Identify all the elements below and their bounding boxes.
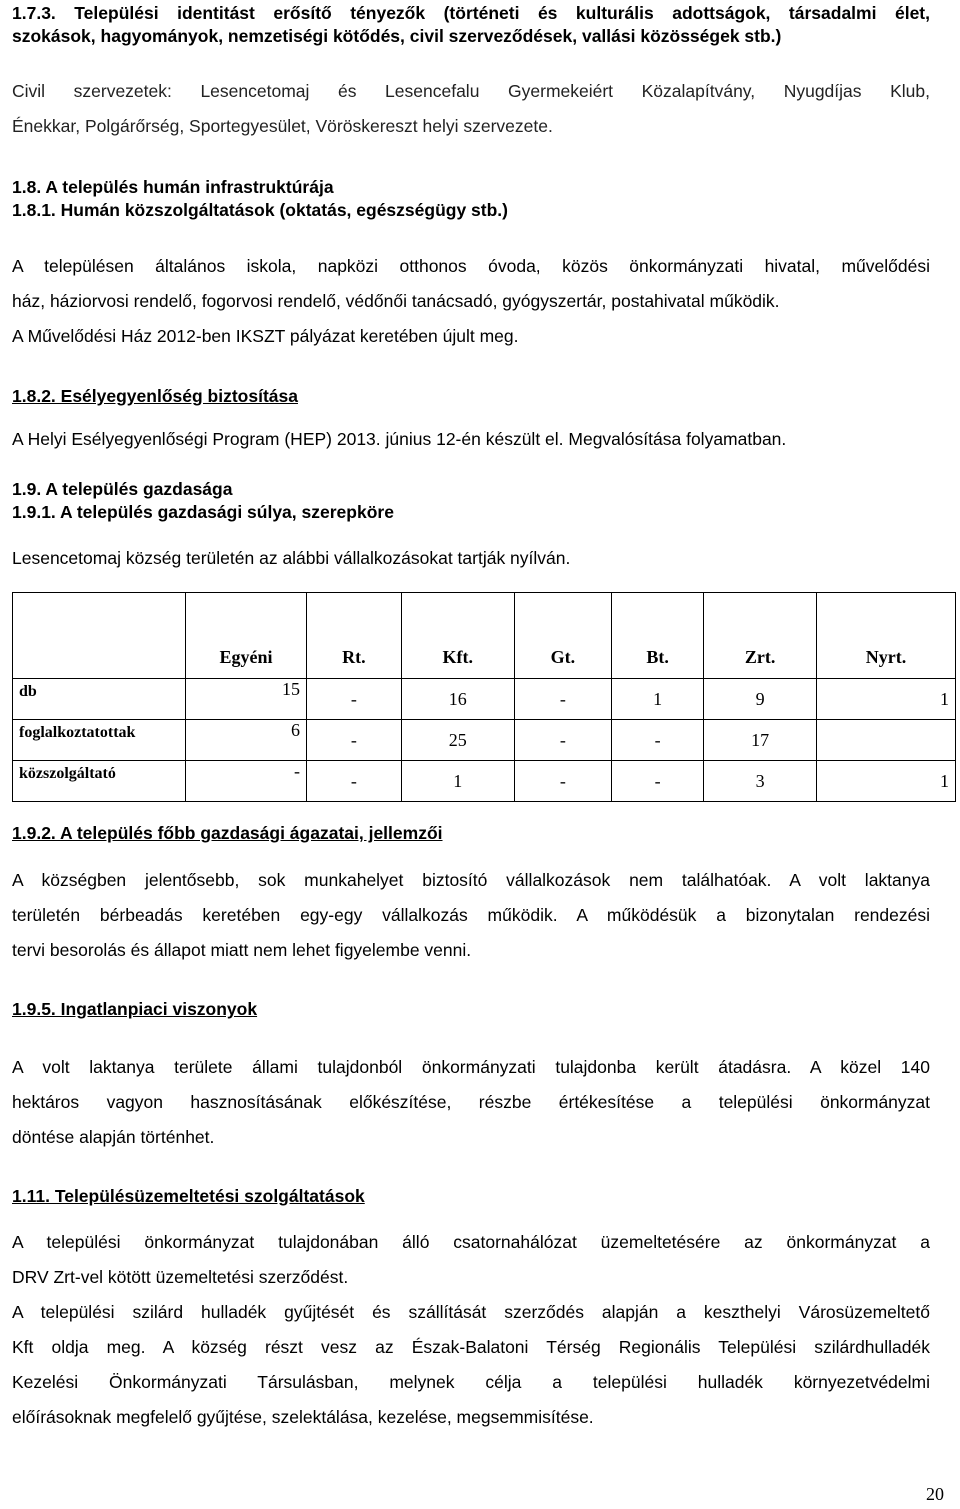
business-table	[12, 592, 956, 802]
section-heading: 1.8.2. Esélyegyenlőség biztosítása	[12, 386, 298, 406]
row-label: közszolgáltató	[13, 761, 186, 802]
table-row	[13, 720, 956, 761]
table-cell: 1	[401, 761, 514, 802]
table-cell: -	[307, 761, 402, 802]
table-cell: -	[514, 720, 611, 761]
section-18-headings	[12, 176, 930, 222]
section-111-heading	[12, 1185, 930, 1208]
paragraph-line: döntése alapján történhet.	[12, 1127, 215, 1147]
table-cell: 1	[817, 761, 956, 802]
section-19-headings	[12, 478, 930, 524]
section-111-paragraph-2	[12, 1295, 930, 1435]
paragraph-line: A Helyi Esélyegyenlőségi Program (HEP) 2013. június 12-én készült el. Megvalósítása folyamatban.	[12, 429, 787, 449]
sub-heading: 1.9.1. A település gazdasági súlya, szerepköre	[12, 502, 394, 522]
table-header-cell: Gt.	[514, 593, 611, 679]
heading-line: 1.7.3. Települési identitást erősítő tényezők (történeti és kulturális adottságok, társadalmi élet,	[12, 3, 930, 23]
table-cell: 17	[704, 720, 817, 761]
table-cell: -	[307, 720, 402, 761]
section-195-paragraph	[12, 1050, 930, 1155]
section-111-paragraph-1	[12, 1225, 930, 1295]
section-heading: 1.9. A település gazdasága	[12, 479, 233, 499]
paragraph-line: Lesencetomaj község területén az alábbi vállalkozásokat tartják nyílván.	[12, 548, 571, 568]
section-heading: 1.9.2. A település főbb gazdasági ágazatai, jellemzői	[12, 823, 443, 843]
paragraph-line: A Művelődési Ház 2012-ben IKSZT pályázat keretében újult meg.	[12, 326, 519, 346]
section-182-heading	[12, 385, 930, 408]
paragraph-line: előírásoknak megfelelő gyűjtése, szelektálása, kezelése, megsemmisítése.	[12, 1407, 594, 1427]
heading-line: szokások, hagyományok, nemzetiségi kötődés, civil szerveződések, vallási közösségek stb.)	[12, 26, 782, 46]
table-cell: 9	[704, 679, 817, 720]
section-173-heading	[12, 2, 930, 48]
table-cell: 25	[401, 720, 514, 761]
section-173-paragraph	[12, 74, 930, 144]
table-cell: -	[307, 679, 402, 720]
table-cell: 1	[817, 679, 956, 720]
table-cell: -	[612, 720, 704, 761]
paragraph-line: tervi besorolás és állapot miatt nem lehet figyelembe venni.	[12, 940, 472, 960]
section-195-heading	[12, 998, 930, 1021]
section-192-heading	[12, 822, 930, 845]
table-row	[13, 679, 956, 720]
paragraph-line: A településen általános iskola, napközi otthonos óvoda, közös önkormányzati hivatal, művelődési	[12, 256, 930, 276]
table-header-cell: Nyrt.	[817, 593, 956, 679]
table-header-cell: Egyéni	[186, 593, 307, 679]
paragraph-line: A települési szilárd hulladék gyűjtését és szállítását szerződés alapján a keszthelyi Városüzemeltető	[12, 1302, 930, 1322]
section-heading: 1.11. Településüzemeltetési szolgáltatások	[12, 1186, 365, 1206]
section-heading: 1.9.5. Ingatlanpiaci viszonyok	[12, 999, 258, 1019]
table-cell: 15	[186, 679, 307, 720]
table-cell: -	[612, 761, 704, 802]
table-header-cell: Bt.	[612, 593, 704, 679]
page-number: 20	[926, 1484, 944, 1504]
paragraph-line: Civil szervezetek: Lesencetomaj és Lesencefalu Gyermekeiért Közalapítvány, Nyugdíjas Klub,	[12, 81, 930, 101]
table-cell: 16	[401, 679, 514, 720]
table-header-cell: Zrt.	[704, 593, 817, 679]
row-label: db	[13, 679, 186, 720]
paragraph-line: Kezelési Önkormányzati Társulásban, melynek célja a települési hulladék környezetvédelmi	[12, 1372, 930, 1392]
table-row	[13, 761, 956, 802]
paragraph-line: A községben jelentősebb, sok munkahelyet biztosító vállalkozások nem találhatóak. A volt laktanya	[12, 870, 930, 890]
paragraph-line: A volt laktanya területe állami tulajdonból önkormányzati tulajdonba került átadásra. A közel 140	[12, 1057, 930, 1077]
paragraph-line: DRV Zrt-vel kötött üzemeltetési szerződést.	[12, 1267, 349, 1287]
section-18-paragraph	[12, 249, 930, 354]
sub-heading: 1.8.1. Humán közszolgáltatások (oktatás, egészségügy stb.)	[12, 200, 508, 220]
table-header-cell: Kft.	[401, 593, 514, 679]
table-header-cell: Rt.	[307, 593, 402, 679]
table-cell	[817, 720, 956, 761]
section-192-paragraph	[12, 863, 930, 968]
paragraph-line: Énekkar, Polgárőrség, Sportegyesület, Vöröskereszt helyi szervezete.	[12, 116, 553, 136]
paragraph-line: ház, háziorvosi rendelő, fogorvosi rendelő, védőnői tanácsadó, gyógyszertár, postahivatal működik.	[12, 291, 780, 311]
table-cell: -	[514, 679, 611, 720]
table-header-row	[13, 593, 956, 679]
section-182-paragraph	[12, 422, 930, 457]
table-cell: 1	[612, 679, 704, 720]
row-label: foglalkoztatottak	[13, 720, 186, 761]
paragraph-line: területén bérbeadás keretében egy-egy vállalkozás működik. A működésük a bizonytalan rendezési	[12, 905, 930, 925]
table-cell: 6	[186, 720, 307, 761]
table-cell: -	[514, 761, 611, 802]
section-heading: 1.8. A település humán infrastruktúrája	[12, 177, 334, 197]
table-cell: 3	[704, 761, 817, 802]
paragraph-line: A települési önkormányzat tulajdonában álló csatornahálózat üzemeltetésére az önkormányzat a	[12, 1232, 930, 1252]
section-19-paragraph	[12, 541, 930, 576]
paragraph-line: Kft oldja meg. A község részt vesz az Észak-Balatoni Térség Regionális Települési szilárdhulladék	[12, 1337, 930, 1357]
paragraph-line: hektáros vagyon hasznosításának előkészítése, részbe értékesítése a települési önkormányzat	[12, 1092, 930, 1112]
table-cell: -	[186, 761, 307, 802]
table-header-cell	[13, 593, 186, 679]
